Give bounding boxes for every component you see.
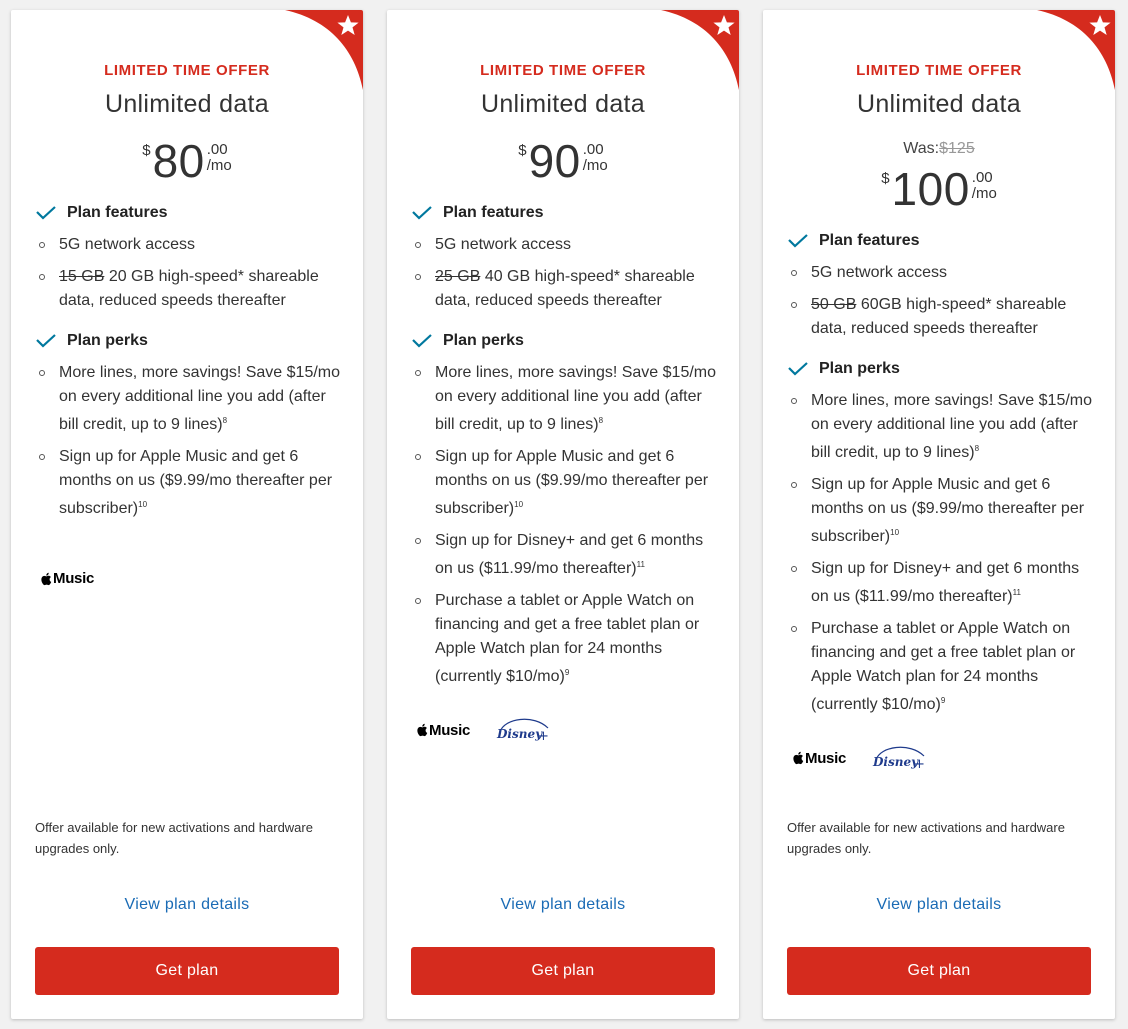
limited-offer-badge: LIMITED TIME OFFER <box>856 62 1022 79</box>
view-plan-details-link[interactable]: View plan details <box>124 896 250 913</box>
partner-logos <box>792 742 928 774</box>
plan-perks-heading <box>35 332 148 350</box>
list-item: More lines, more savings! Save $15/mo on every additional line you add (after bill credit, up to 9 lines)$^8$ <box>411 361 721 437</box>
perks-list <box>411 361 721 697</box>
price-amount: 80 <box>152 135 205 187</box>
section-title: Plan features <box>443 204 544 221</box>
currency-symbol: $ <box>518 142 527 159</box>
plan-name: Unlimited data <box>480 90 645 118</box>
plan-card <box>387 10 739 1019</box>
svg-text:Disney: Disney <box>497 727 543 741</box>
plan-features-heading <box>411 204 543 222</box>
footnote-ref[interactable]: 10 <box>514 500 524 509</box>
offer-note: Offer available for new activations and hardware upgrades only. <box>787 820 1065 856</box>
offer-note: Offer available for new activations and hardware upgrades only. <box>35 820 313 856</box>
list-item: Sign up for Disney+ and get 6 months on us ($11.99/mo thereafter)$^{11}$ <box>787 557 1097 609</box>
apple-icon <box>416 723 428 737</box>
section-title: Plan features <box>819 232 920 249</box>
apple-icon <box>40 572 52 586</box>
plan-name: Unlimited data <box>856 90 1021 118</box>
list-item: 15 GB 20 GB high-speed* shareable data, reduced speeds thereafter <box>35 265 345 313</box>
list-item: 50 GB 60GB high-speed* shareable data, reduced speeds thereafter <box>787 293 1097 341</box>
get-plan-button[interactable]: Get plan <box>411 947 715 995</box>
plan-features-heading <box>35 204 167 222</box>
list-item: Sign up for Apple Music and get 6 months on us ($9.99/mo thereafter per subscriber)$^{10}$ <box>35 445 345 521</box>
footnote-ref[interactable]: 8 <box>222 416 228 425</box>
disney-plus-logo <box>870 742 928 774</box>
features-list <box>787 261 1097 349</box>
price-cents: .00 <box>206 141 228 158</box>
limited-offer-badge: LIMITED TIME OFFER <box>480 62 646 79</box>
footnote-ref[interactable]: 9 <box>564 668 570 677</box>
footnote-ref[interactable]: 10 <box>890 528 900 537</box>
was-label: Was: <box>903 140 940 157</box>
get-plan-button[interactable]: Get plan <box>787 947 1091 995</box>
view-plan-details-link[interactable]: View plan details <box>876 896 1002 913</box>
list-item: Sign up for Disney+ and get 6 months on us ($11.99/mo thereafter)$^{11}$ <box>411 529 721 581</box>
checkmark-icon <box>411 333 433 349</box>
apple-music-logo: Music <box>792 750 846 767</box>
list-item: Purchase a tablet or Apple Watch on financing and get a free tablet plan or Apple Watch plan for 24 months (currently $10/mo)$^9$ <box>411 589 721 689</box>
svg-text:+: + <box>538 729 549 744</box>
apple-icon <box>792 751 804 765</box>
plan-perks-heading <box>787 360 900 378</box>
list-item: 5G network access <box>35 233 345 257</box>
checkmark-icon <box>35 205 57 221</box>
footnote-ref[interactable]: 11 <box>636 560 645 569</box>
footnote-ref[interactable]: 9 <box>940 696 946 705</box>
list-item: Purchase a tablet or Apple Watch on financing and get a free tablet plan or Apple Watch plan for 24 months (currently $10/mo)$^9$ <box>787 617 1097 717</box>
partner-logos <box>40 570 94 587</box>
features-list <box>411 233 721 321</box>
currency-symbol: $ <box>142 142 151 159</box>
list-item: 25 GB 40 GB high-speed* shareable data, reduced speeds thereafter <box>411 265 721 313</box>
list-item: Sign up for Apple Music and get 6 months on us ($9.99/mo thereafter per subscriber)$^{10}$ <box>787 473 1097 549</box>
checkmark-icon <box>787 361 809 377</box>
plan-name: Unlimited data <box>104 90 269 118</box>
section-title: Plan perks <box>819 360 900 377</box>
partner-logos <box>416 714 552 746</box>
price-cents: .00 <box>582 141 604 158</box>
perks-list <box>787 389 1097 725</box>
checkmark-icon <box>35 333 57 349</box>
price-period: /mo <box>582 157 608 174</box>
svg-text:+: + <box>914 757 925 772</box>
price-cents: .00 <box>971 169 993 186</box>
list-item: Sign up for Apple Music and get 6 months on us ($9.99/mo thereafter per subscriber)$^{10}$ <box>411 445 721 521</box>
currency-symbol: $ <box>881 170 890 187</box>
checkmark-icon <box>787 233 809 249</box>
list-item: More lines, more savings! Save $15/mo on every additional line you add (after bill credit, up to 9 lines)$^8$ <box>35 361 345 437</box>
footnote-ref[interactable]: 8 <box>974 444 980 453</box>
plan-price <box>11 135 363 187</box>
section-title: Plan features <box>67 204 168 221</box>
footnote-ref[interactable]: 8 <box>598 416 604 425</box>
plan-features-heading <box>787 232 919 250</box>
old-data-amount: 15 GB <box>59 268 105 285</box>
apple-music-logo: Music <box>416 722 470 739</box>
features-list <box>35 233 345 321</box>
perks-list <box>35 361 345 529</box>
checkmark-icon <box>411 205 433 221</box>
view-plan-details-link[interactable]: View plan details <box>500 896 626 913</box>
footnote-ref[interactable]: 10 <box>138 500 148 509</box>
old-price: $125 <box>939 140 975 157</box>
was-price <box>763 140 1115 158</box>
price-period: /mo <box>206 157 232 174</box>
list-item: 5G network access <box>787 261 1097 285</box>
old-data-amount: 50 GB <box>811 296 857 313</box>
plan-price <box>763 163 1115 215</box>
list-item: More lines, more savings! Save $15/mo on every additional line you add (after bill credit, up to 9 lines)$^8$ <box>787 389 1097 465</box>
list-item: 5G network access <box>411 233 721 257</box>
disney-plus-logo <box>494 714 552 746</box>
price-amount: 100 <box>891 163 970 215</box>
get-plan-button[interactable]: Get plan <box>35 947 339 995</box>
old-data-amount: 25 GB <box>435 268 481 285</box>
apple-music-logo: Music <box>40 570 94 587</box>
limited-offer-badge: LIMITED TIME OFFER <box>104 62 270 79</box>
svg-text:Disney: Disney <box>873 755 919 769</box>
price-amount: 90 <box>528 135 581 187</box>
plan-price <box>387 135 739 187</box>
plan-card <box>763 10 1115 1019</box>
plan-card <box>11 10 363 1019</box>
plan-perks-heading <box>411 332 524 350</box>
footnote-ref[interactable]: 11 <box>1012 588 1021 597</box>
section-title: Plan perks <box>67 332 148 349</box>
price-period: /mo <box>971 185 997 202</box>
section-title: Plan perks <box>443 332 524 349</box>
